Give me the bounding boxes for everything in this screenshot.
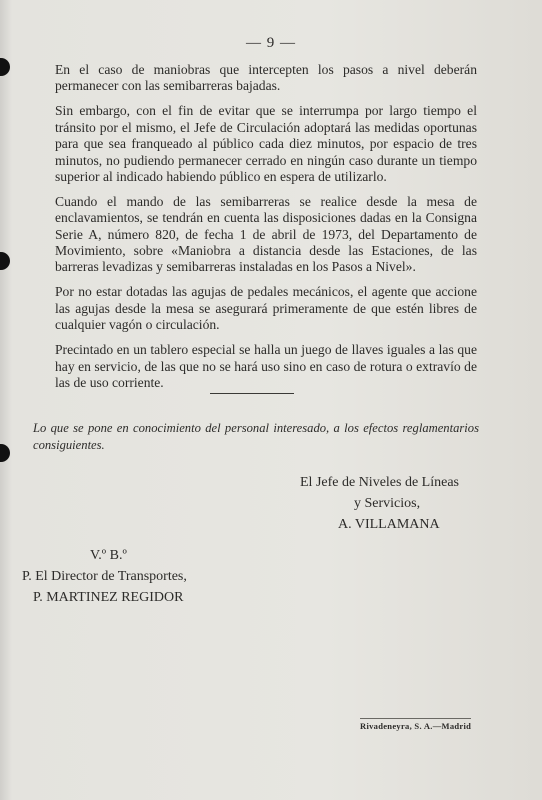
- binder-hole: [0, 444, 10, 462]
- signer-name: A. VILLAMANA: [338, 517, 440, 532]
- approver-name: P. MARTINEZ REGIDOR: [33, 590, 184, 605]
- paragraph: Por no estar dotadas las agujas de pedales mecánicos, el agente que accione las agujas desde la mesa se asegurará primeramente de que estén libres de cualquier vagón o circulación.: [55, 284, 477, 333]
- paragraph: En el caso de maniobras que intercepten los pasos a nivel deberán permanecer con las semibarreras bajadas.: [55, 62, 477, 94]
- printer-imprint: Rivadeneyra, S. A.—Madrid: [360, 718, 471, 731]
- signer-title-line1: El Jefe de Niveles de Líneas: [300, 475, 459, 490]
- approver-title: P. El Director de Transportes,: [22, 569, 187, 584]
- page-number: — 9 —: [246, 35, 296, 51]
- signature-block-right: [300, 472, 500, 535]
- binder-hole: [0, 252, 10, 270]
- approval-mark: V.º B.º: [90, 548, 127, 563]
- paragraph: Sin embargo, con el fin de evitar que se interrumpa por largo tiempo el tránsito por el mismo, el Jefe de Circulación adoptará las medidas oportunas para que sea franqueado al público cada diez minutos, por espacio de tres minutos, no pudiendo permanecer cerrado en ningún caso durante un tiempo superior al indicado habiendo público en espera de utilizarlo.: [55, 103, 477, 184]
- notice-text: Lo que se pone en conocimiento del personal interesado, a los efectos reglamentarios consiguientes.: [33, 421, 479, 452]
- signer-title-line2: y Servicios,: [354, 496, 421, 511]
- signature-block-left: [22, 545, 252, 608]
- separator-rule: [210, 393, 294, 394]
- paragraph: Cuando el mando de las semibarreras se realice desde la mesa de enclavamientos, se tendrán en cuenta las disposiciones dadas en la Consigna Serie A, número 820, de fecha 1 de abril de 1973, del Departamento de Movimiento, sobre «Maniobra a distancia desde las Estaciones, de las barreras levadizas y semibarreras instaladas en los Pasos a Nivel».: [55, 193, 477, 275]
- body-text: [55, 62, 477, 400]
- binder-hole: [0, 58, 10, 76]
- paragraph: Precintado en un tablero especial se halla un juego de llaves iguales a las que hay en servicio, de las que no se hará uso sino en caso de rotura o extravío de las de uso corriente.: [55, 342, 477, 390]
